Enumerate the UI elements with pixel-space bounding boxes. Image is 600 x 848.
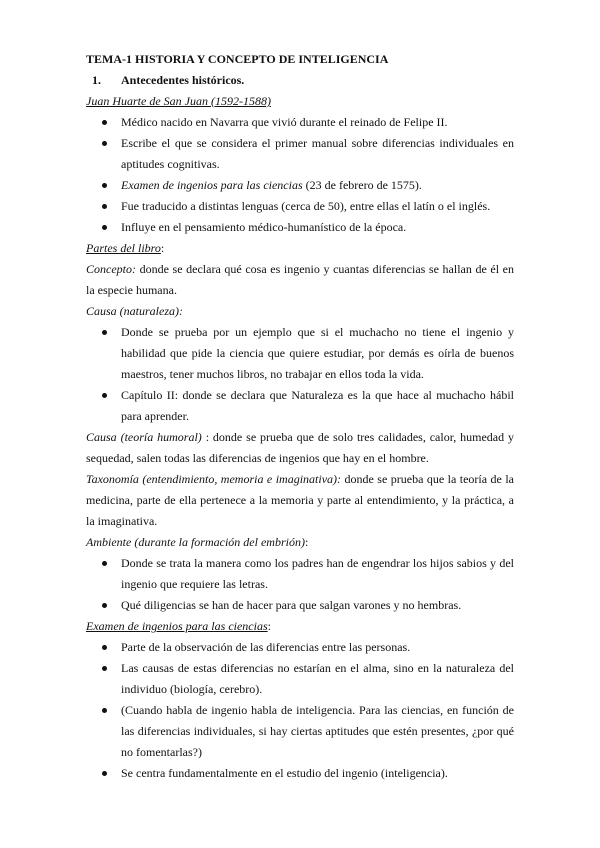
causa-humoral-text: : donde se prueba que de solo tres calidades, calor, humedad y sequedad, salen todas las diferencias de ingenios que hay en el hombre. [86, 430, 514, 465]
document-title: TEMA-1 HISTORIA Y CONCEPTO DE INTELIGENCIA [86, 52, 389, 66]
section-heading [92, 70, 514, 91]
list-item [86, 175, 514, 196]
list-item-text: Donde se prueba por un ejemplo que si el muchacho no tiene el ingenio y habilidad que pide la ciencia que quiere estudiar, por demás es oírla de buenos maestros, tener muchos libros, no trabajar en ellos toda la vida. [121, 325, 514, 381]
causa-naturaleza-label: Causa (naturaleza): [86, 304, 183, 318]
bullet-icon [102, 708, 107, 713]
concepto-text: donde se declara qué cosa es ingenio y cuantas diferencias se hallan de él en la especie humana. [86, 262, 514, 297]
examen-list [86, 637, 514, 784]
list-item-text: Escribe el que se considera el primer manual sobre diferencias individuales en aptitudes cognitivas. [121, 136, 514, 171]
list-item [86, 385, 514, 427]
list-item-text: Se centra fundamentalmente en el estudio del ingenio (inteligencia). [121, 766, 448, 780]
list-item-text: Parte de la observación de las diferencias entre las personas. [121, 640, 411, 654]
causa-naturaleza-list [86, 322, 514, 427]
author-bullet-list [86, 112, 514, 238]
bullet-icon [102, 183, 107, 188]
list-item-text: Capítulo II: donde se declara que Naturaleza es la que hace al muchacho hábil para aprender. [121, 388, 514, 423]
list-item-text: (23 de febrero de 1575). [302, 178, 422, 192]
parts-colon: : [160, 241, 165, 255]
ambiente-heading [86, 532, 514, 553]
list-item-text: Influye en el pensamiento médico-humanístico de la época. [121, 220, 407, 234]
list-item-text: (Cuando habla de ingenio habla de inteligencia. Para las ciencias, en función de las diferencias individuales, si hay ciertas aptitudes que estén presentes, ¿por qué no fomentarlas?) [121, 703, 514, 759]
examen-colon: : [267, 619, 271, 633]
list-item-text: Qué diligencias se han de hacer para que salgan varones y no hembras. [121, 598, 462, 612]
list-item-text: Donde se trata la manera como los padres han de engendrar los hijos sabios y del ingenio que requiere las letras. [121, 556, 514, 591]
author-heading [86, 91, 514, 112]
causa-humoral-paragraph [86, 427, 514, 469]
author-heading-text: Juan Huarte de San Juan (1592-1588) [86, 94, 271, 108]
bullet-icon [102, 645, 107, 650]
list-item [86, 763, 514, 784]
bullet-icon [102, 771, 107, 776]
list-item [86, 196, 514, 217]
list-item [86, 637, 514, 658]
list-item [86, 553, 514, 595]
list-item [86, 658, 514, 700]
causa-naturaleza-heading [86, 301, 514, 322]
list-item-text: Las causas de estas diferencias no estarían en el alma, sino en la naturaleza del individuo (biología, cerebro). [121, 661, 514, 696]
concepto-paragraph [86, 259, 514, 301]
causa-humoral-label: Causa (teoría humoral) [86, 430, 202, 444]
section-number: 1. [92, 73, 101, 87]
parts-heading [86, 238, 514, 259]
bullet-icon [102, 393, 107, 398]
ambiente-label: Ambiente (durante la formación del embrión) [86, 535, 305, 549]
list-item [86, 217, 514, 238]
examen-heading-text: Examen de ingenios para las ciencias [86, 619, 268, 633]
parts-heading-text: Partes del libro [86, 241, 161, 255]
list-item [86, 112, 514, 133]
book-title: Examen de ingenios para las ciencias [121, 178, 303, 192]
ambiente-list [86, 553, 514, 616]
list-item-text: Fue traducido a distintas lenguas (cerca de 50), entre ellas el latín o el inglés. [121, 199, 491, 213]
list-item [86, 700, 514, 763]
concepto-label: Concepto: [86, 262, 136, 276]
list-item [86, 133, 514, 175]
list-item [86, 322, 514, 385]
bullet-icon [102, 141, 107, 146]
bullet-icon [102, 603, 107, 608]
bullet-icon [102, 561, 107, 566]
ambiente-colon: : [304, 535, 309, 549]
bullet-icon [102, 120, 107, 125]
section-title: Antecedentes históricos. [121, 73, 245, 87]
taxonomia-text: donde se prueba que la teoría de la medicina, parte de ella pertenece a la memoria y parte al entendimiento, y la práctica, a la imaginativa. [86, 472, 515, 528]
list-item-text: Médico nacido en Navarra que vivió durante el reinado de Felipe II. [121, 115, 448, 129]
bullet-icon [102, 204, 107, 209]
bullet-icon [102, 225, 107, 230]
list-item [86, 595, 514, 616]
bullet-icon [102, 330, 107, 335]
taxonomia-paragraph [86, 469, 514, 532]
bullet-icon [102, 666, 107, 671]
taxonomia-label: Taxonomía (entendimiento, memoria e imaginativa): [86, 472, 342, 486]
examen-heading [86, 616, 514, 637]
